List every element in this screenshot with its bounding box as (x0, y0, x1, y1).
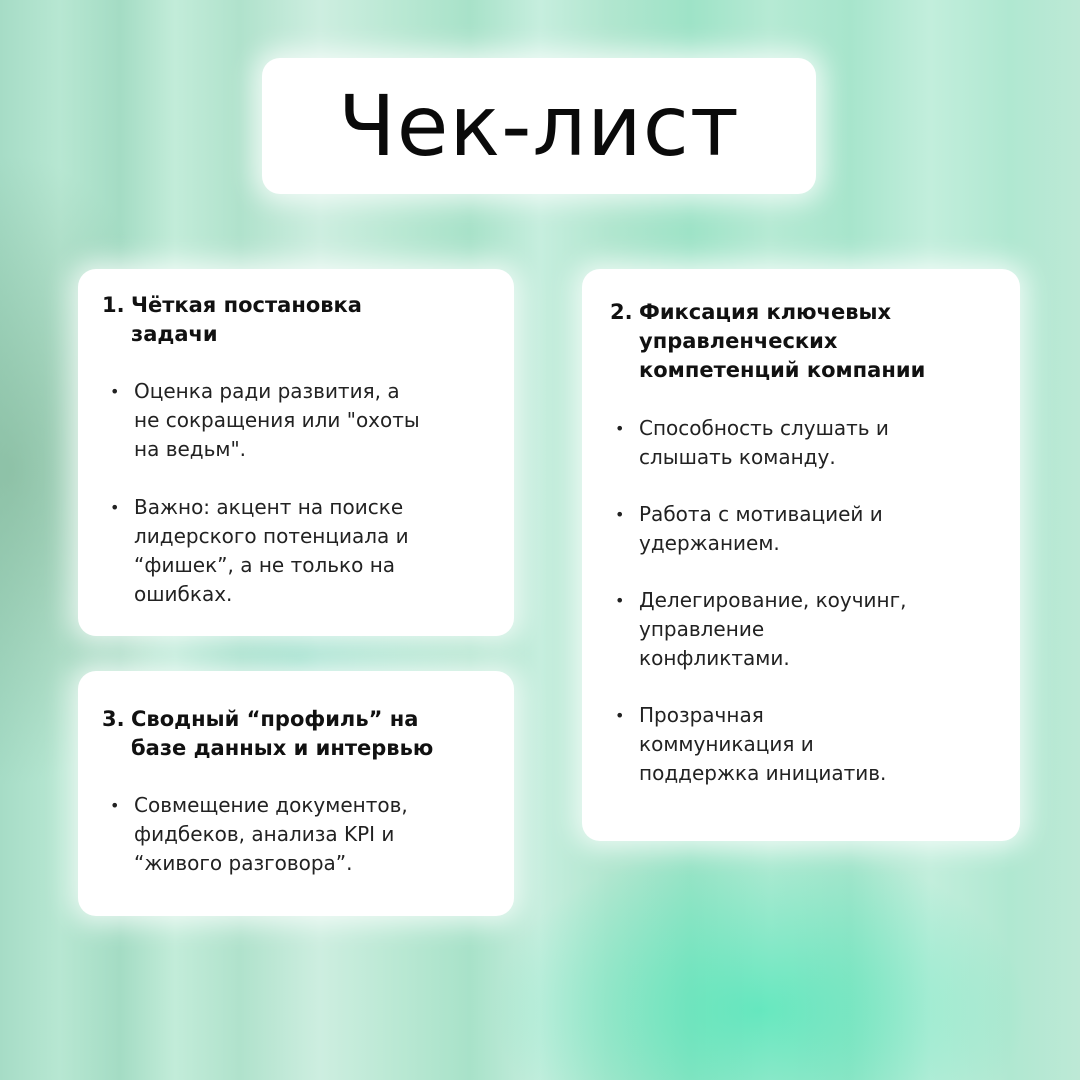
checklist-card-1 (78, 269, 514, 636)
list-item (110, 791, 408, 878)
card-heading-text: Чёткая постановка задачи (131, 293, 362, 346)
bullet-list (110, 377, 420, 609)
list-item (110, 377, 420, 464)
list-item (615, 500, 907, 558)
bullet-icon: • (110, 498, 120, 517)
list-item-text: Важно: акцент на поиске лидерского потенциала и “фишек”, а не только на ошибках. (134, 495, 409, 606)
list-item (110, 493, 420, 609)
checklist-card-2 (582, 269, 1020, 841)
card-heading-text: Фиксация ключевых управленческих компетенций компании (639, 300, 926, 382)
bullet-icon: • (615, 505, 625, 524)
bullet-icon: • (110, 796, 120, 815)
list-item-text: Оценка ради развития, а не сокращения или "охоты на ведьм". (134, 379, 420, 461)
list-item-text: Делегирование, коучинг, управление конфликтами. (639, 588, 907, 670)
list-item (615, 586, 907, 673)
list-item-text: Прозрачная коммуникация и поддержка инициатив. (639, 703, 887, 785)
card-heading (102, 705, 433, 763)
card-heading-text: Сводный “профиль” на базе данных и интервью (131, 707, 434, 760)
item-number: 1. (102, 293, 125, 317)
card-heading (102, 291, 362, 349)
title-card (262, 58, 816, 194)
list-item (615, 701, 907, 788)
list-item-text: Работа с мотивацией и удержанием. (639, 502, 883, 555)
bullet-list (615, 414, 907, 788)
bullet-icon: • (110, 382, 120, 401)
item-number: 3. (102, 707, 125, 731)
card-heading (610, 298, 925, 385)
list-item-text: Совмещение документов, фидбеков, анализа KPI и “живого разговора”. (134, 793, 408, 875)
list-item (615, 414, 907, 472)
item-number: 2. (610, 300, 633, 324)
bullet-list (110, 791, 408, 878)
bullet-icon: • (615, 706, 625, 725)
page-title: Чек-лист (338, 77, 740, 175)
list-item-text: Способность слушать и слышать команду. (639, 416, 889, 469)
bullet-icon: • (615, 591, 625, 610)
bullet-icon: • (615, 419, 625, 438)
checklist-card-3 (78, 671, 514, 916)
